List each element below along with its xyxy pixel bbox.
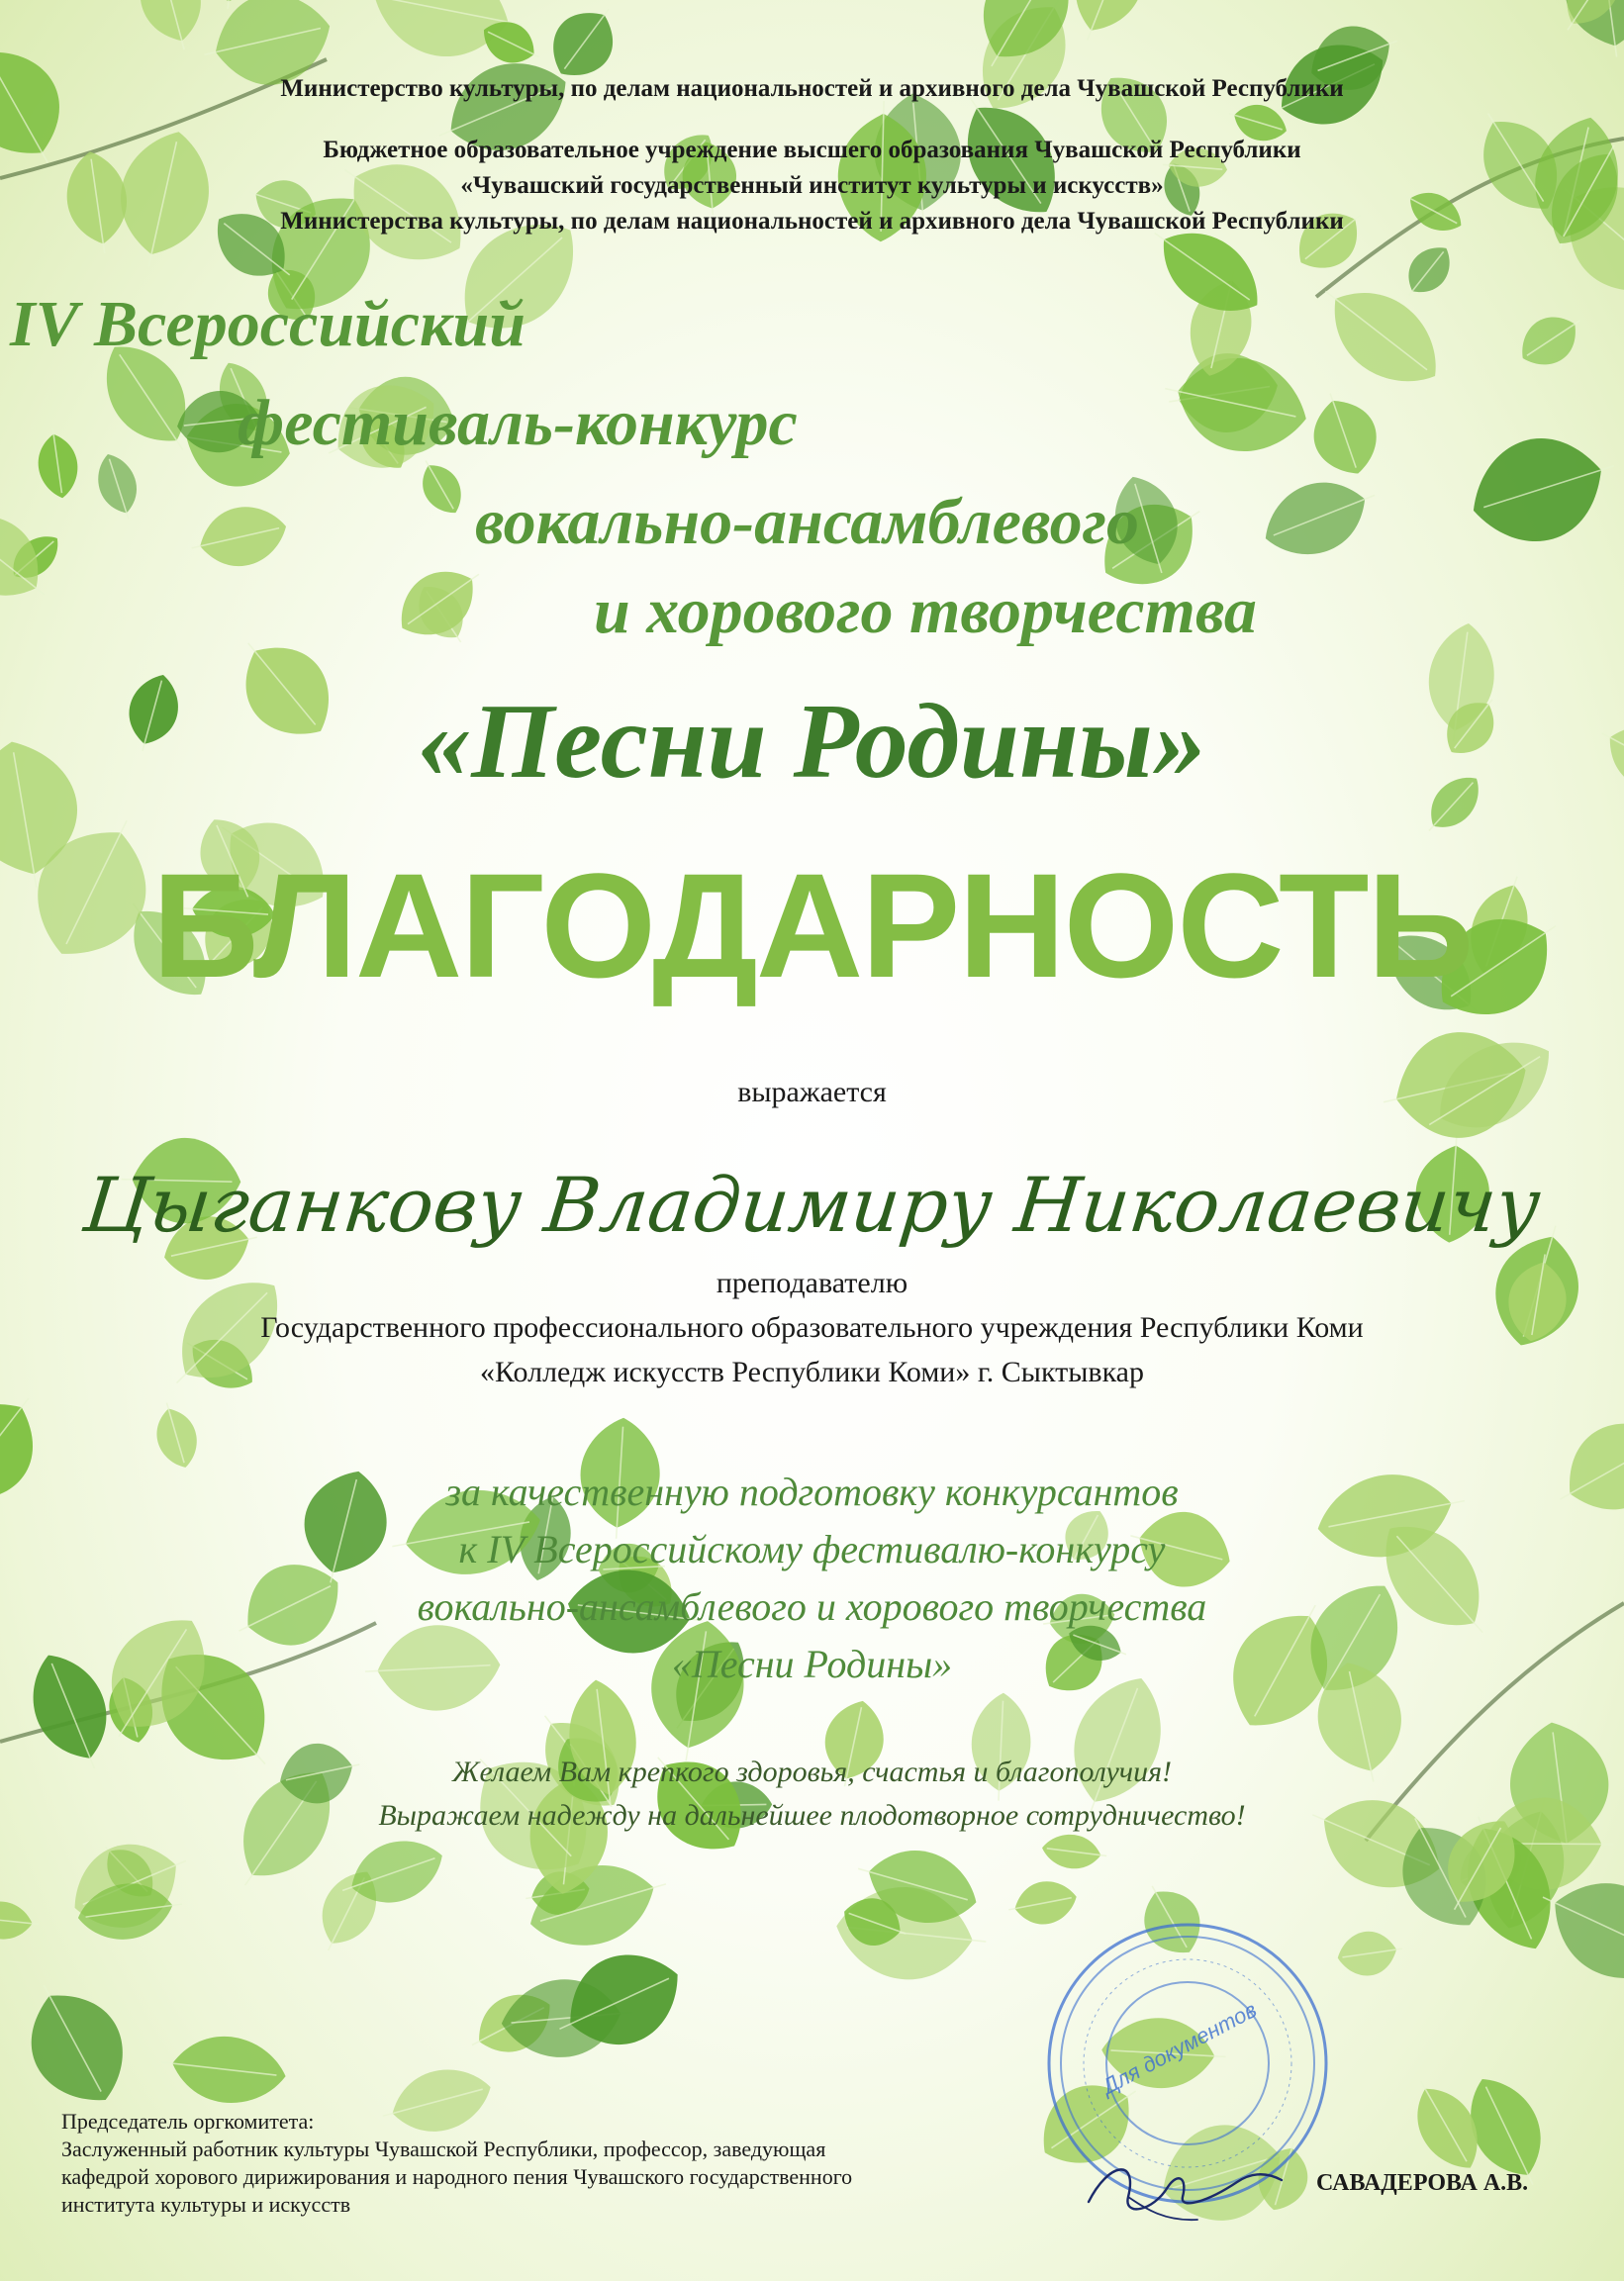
wishes-line-1: Желаем Вам крепкого здоровья, счастья и благополучия! — [451, 1756, 1173, 1788]
reason-line-1: за качественную подготовку конкурсантов — [445, 1470, 1179, 1514]
leaf — [130, 0, 213, 57]
wishes-line-2: Выражаем надежду на дальнейшее плодотворное сотрудничество! — [378, 1799, 1246, 1832]
recipient-organization-line-2: «Колледж искусств Республики Коми» г. Сыктывкар — [479, 1356, 1144, 1388]
festival-line-1: IV Всероссийский — [10, 288, 525, 360]
leaf — [1057, 0, 1160, 52]
ministry-header-line: Министерство культуры, по делам национальностей и архивного дела Чувашской Республики — [280, 75, 1344, 102]
reason-line-4: «Песни Родины» — [671, 1642, 953, 1686]
institute-name-line: «Чувашский государственный институт культуры и искусств» — [460, 172, 1164, 199]
festival-line-2: фестиваль-конкурс — [238, 387, 798, 459]
leaf — [411, 452, 471, 522]
stamp-center-text: Для документов — [1098, 1996, 1261, 2100]
leaf — [148, 1397, 205, 1473]
handwritten-signature — [1069, 2142, 1296, 2232]
recipient-name: Цыганкову Владимиру Николаевичу — [79, 1161, 1545, 1249]
ministry-subordination-line: Министерства культуры, по делам национальностей и архивного дела Чувашской Республики — [280, 208, 1344, 235]
leaf — [1510, 302, 1592, 377]
chairman-title-line-3: института культуры и искусств — [61, 2192, 351, 2217]
chairman-title-line-2: кафедрой хорового дирижирования и народного пения Чувашского государственного — [61, 2164, 853, 2189]
festival-line-3: вокально-ансамблевого — [475, 486, 1139, 558]
leaf — [0, 494, 66, 622]
chairman-name: САВАДЕРОВА А.В. — [1316, 2170, 1529, 2196]
leaf — [0, 1898, 41, 1943]
leaf — [1394, 237, 1461, 307]
institution-header-line: Бюджетное образовательное учреждение высшего образования Чувашской Республики — [323, 137, 1301, 163]
recipient-role: преподавателю — [716, 1267, 908, 1299]
leaf — [1155, 343, 1315, 464]
reason-line-2: к IV Всероссийскому фестивалю-конкурсу — [458, 1527, 1166, 1571]
leaf — [1335, 1927, 1406, 1980]
chairman-title-line-1: Заслуженный работник культуры Чувашской Республики, профессор, заведующая — [61, 2137, 826, 2161]
certificate-title: БЛАГОДАРНОСТЬ — [151, 842, 1473, 1008]
chairman-label: Председатель оргкомитета: — [61, 2109, 315, 2134]
leaf — [5, 1964, 144, 2121]
leaf — [1458, 418, 1624, 559]
leaf — [1300, 383, 1387, 484]
festival-name: «Песни Родины» — [418, 683, 1206, 801]
reason-line-3: вокально-ансамблевого и хорового творчества — [417, 1584, 1207, 1629]
leaf — [1253, 463, 1387, 570]
leaf — [90, 448, 145, 524]
expressed-label: выражается — [737, 1076, 887, 1108]
leaf — [157, 2030, 289, 2110]
leaf — [375, 2058, 499, 2145]
festival-line-4: и хорового творчества — [594, 575, 1257, 647]
leaf — [1040, 1831, 1108, 1872]
recipient-organization-line-1: Государственного профессионального образовательного учреждения Республики Коми — [260, 1311, 1364, 1344]
leaf — [386, 550, 496, 651]
leaf — [34, 426, 82, 501]
leaf — [185, 498, 293, 576]
